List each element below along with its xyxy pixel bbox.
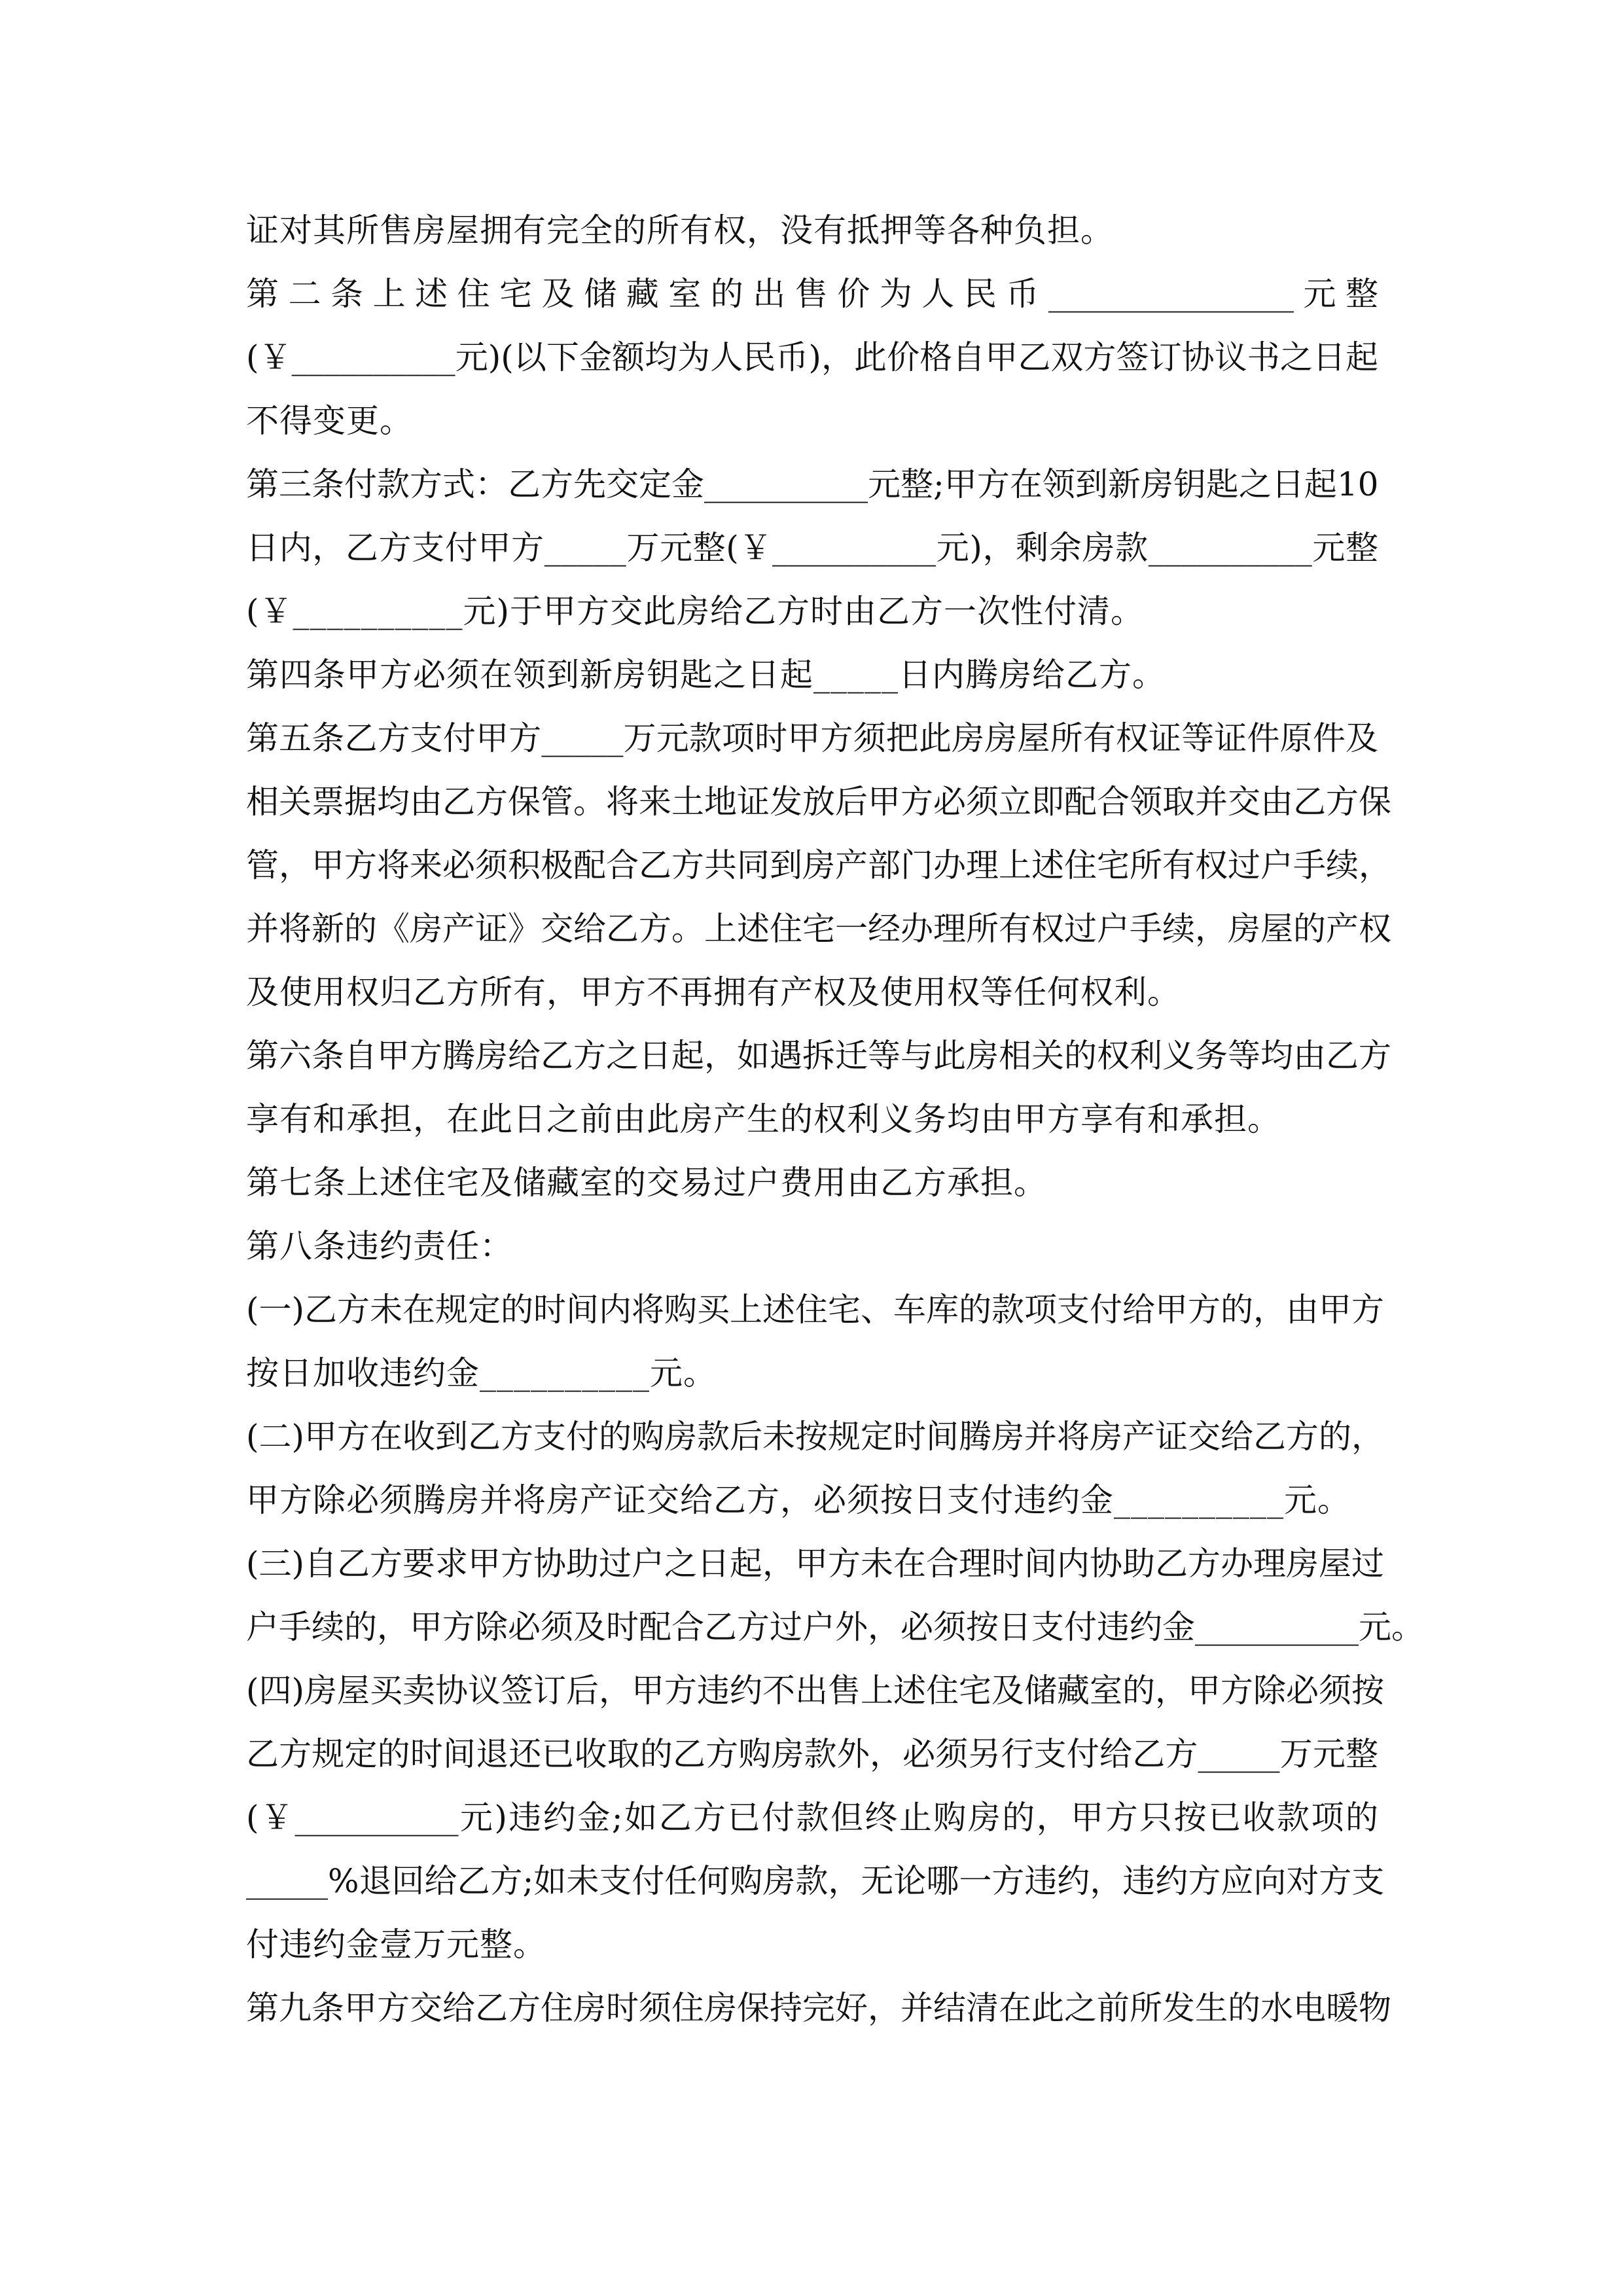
text-line: 第六条自甲方腾房给乙方之日起，如遇拆迁等与此房相关的权利义务等均由乙方: [246, 1037, 1391, 1075]
text-line: 日内，乙方支付甲方_____万元整(￥__________元)，剩余房款__________元整: [246, 529, 1378, 567]
text-line: 第二条上述住宅及储藏室的出售价为人民币_______________元整: [246, 275, 1378, 313]
text-line: (一)乙方未在规定的时间内将购买上述住宅、车库的款项支付给甲方的，由甲方: [246, 1291, 1385, 1329]
text-line: (￥__________元)于甲方交此房给乙方时由乙方一次性付清。: [246, 592, 1145, 630]
text-line: 第七条上述住宅及储藏室的交易过户费用由乙方承担。: [246, 1164, 1047, 1202]
text-line: 第五条乙方支付甲方_____万元款项时甲方须把此房房屋所有权证等证件原件及: [246, 719, 1378, 757]
text-line: 甲方除必须腾房并将房产证交给乙方，必须按日支付违约金__________元。: [246, 1481, 1351, 1519]
text-line: 享有和承担，在此日之前由此房产生的权利义务均由甲方享有和承担。: [246, 1100, 1281, 1138]
text-line: 并将新的《房产证》交给乙方。上述住宅一经办理所有权过户手续，房屋的产权: [246, 910, 1391, 948]
text-line: 按日加收违约金__________元。: [246, 1354, 717, 1392]
text-line: 付违约金壹万元整。: [246, 1926, 546, 1964]
text-line: 户手续的，甲方除必须及时配合乙方过户外，必须按日支付违约金__________元。: [246, 1608, 1424, 1646]
text-line: _____%退回给乙方;如未支付任何购房款，无论哪一方违约，违约方应向对方支: [246, 1862, 1385, 1900]
text-line: 不得变更。: [246, 402, 413, 440]
text-line: (二)甲方在收到乙方支付的购房款后未按规定时间腾房并将房产证交给乙方的，: [246, 1418, 1385, 1456]
text-line: 管，甲方将来必须积极配合乙方共同到房产部门办理上述住宅所有权过户手续，: [246, 846, 1391, 884]
text-line: (三)自乙方要求甲方协助过户之日起，甲方未在合理时间内协助乙方办理房屋过: [246, 1545, 1385, 1583]
text-line: 及使用权归乙方所有，甲方不再拥有产权及使用权等任何权利。: [246, 973, 1181, 1011]
text-line: 第三条付款方式：乙方先交定金__________元整;甲方在领到新房钥匙之日起10: [246, 465, 1379, 503]
text-line: (￥__________元)违约金;如乙方已付款但终止购房的，甲方只按已收款项的: [246, 1799, 1378, 1837]
text-line: 第八条违约责任：: [246, 1227, 513, 1265]
text-line: 第四条甲方必须在领到新房钥匙之日起_____日内腾房给乙方。: [246, 656, 1166, 694]
text-line: (￥__________元)(以下金额均为人民币)，此价格自甲乙双方签订协议书之日起: [246, 338, 1378, 376]
text-line: 相关票据均由乙方保管。将来土地证发放后甲方必须立即配合领取并交由乙方保: [246, 783, 1391, 821]
text-line: 第九条甲方交给乙方住房时须住房保持完好，并结清在此之前所发生的水电暖物: [246, 1989, 1391, 2027]
text-line: 乙方规定的时间退还已收取的乙方购房款外，必须另行支付给乙方_____万元整: [246, 1735, 1378, 1773]
text-line: (四)房屋买卖协议签订后，甲方违约不出售上述住宅及储藏室的，甲方除必须按: [246, 1672, 1385, 1710]
text-line: 证对其所售房屋拥有完全的所有权，没有抵押等各种负担。: [246, 211, 1114, 249]
